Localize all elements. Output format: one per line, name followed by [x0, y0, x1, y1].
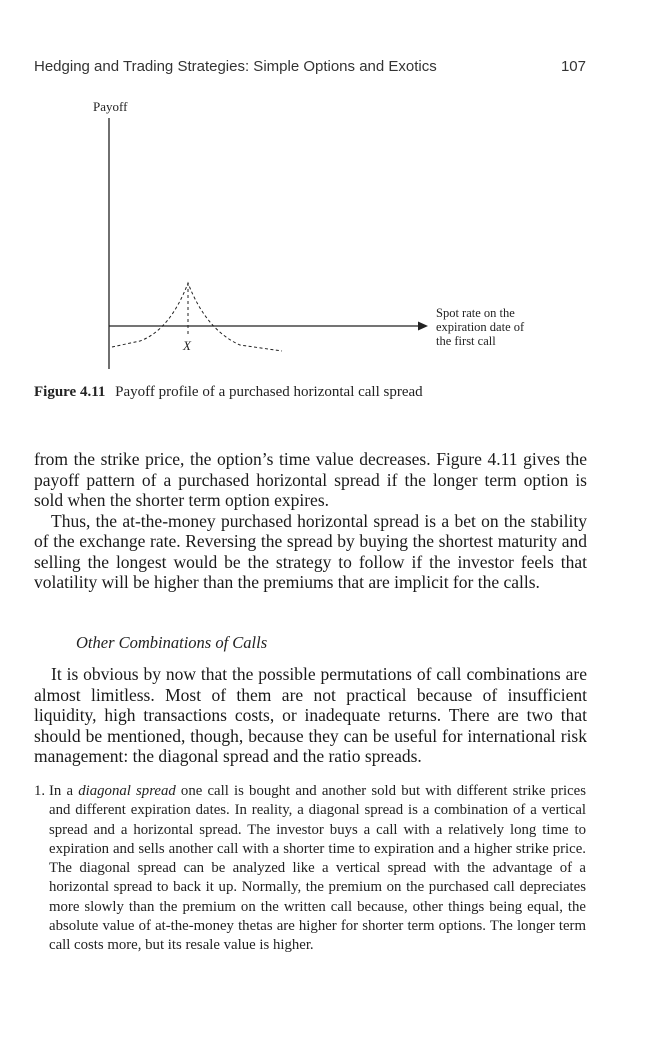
caption-label: Figure 4.11 — [34, 384, 106, 400]
list-item — [34, 782, 586, 956]
list-item-text — [49, 782, 586, 956]
paragraph-2: Thus, the at-the-money purchased horizontal spread is a bet on the stability of the exchange rate. Reversing the spread by buying the shortest maturity and selling the longest would be the strategy to follow if the investor feels that volatility will be higher than the premiums that are implicit for the calls. — [34, 510, 587, 592]
list-item-term: diagonal spread — [78, 783, 176, 799]
section-paragraph: It is obvious by now that the possible permutations of call combinations are almost limitless. Most of them are not practical because of insufficient liquidity, high transactions costs, or inadequate returns. There are two that should be mentioned, though, because they can be useful for international risk management: the diagonal spread and the ratio spreads. — [34, 664, 587, 766]
x-axis-label-line-1: Spot rate on the — [436, 306, 515, 320]
body-text — [34, 449, 587, 593]
y-axis-label: Payoff — [93, 99, 128, 114]
caption-text: Payoff profile of a purchased horizontal call spread — [115, 384, 423, 400]
x-axis-arrowhead-icon — [418, 322, 428, 331]
section-heading: Other Combinations of Calls — [76, 633, 268, 652]
strike-label: X — [183, 338, 191, 353]
page-number: 107 — [560, 58, 586, 75]
x-axis-label-line-2: expiration date of — [436, 320, 525, 334]
payoff-diagram — [0, 0, 650, 400]
paragraph-1: from the strike price, the option’s time value decreases. Figure 4.11 gives the payoff pattern of a purchased horizontal spread if the longer term option is sold when the shorter term option expires. — [34, 449, 587, 510]
payoff-figure — [0, 0, 650, 400]
list-item-number: 1. — [34, 783, 46, 799]
list-item-lead: In a — [49, 783, 79, 799]
section-body — [34, 664, 587, 767]
payoff-curve — [112, 283, 282, 351]
x-axis-label-line-3: the first call — [436, 334, 496, 348]
list-item-body: one call is bought and another sold but with different strike prices and different expiration dates. In reality, a diagonal spread is a combination of a vertical spread and a horizontal spread. The investor buys a call with a relatively long time to expiration and sells another call with a shorter time to expiration and a higher strike price. The diagonal spread can be analyzed like a vertical spread with the advantage of a horizontal spread to back it up. Normally, the premium on the purchased call depreciates more slowly than the premium on the written call because, other things being equal, the absolute value of at-the-money thetas are higher for shorter term options. The longer term call costs more, but its resale value is higher. — [49, 783, 587, 954]
figure-caption — [34, 384, 423, 401]
running-header-title: Hedging and Trading Strategies: Simple Options and Exotics — [34, 58, 437, 75]
